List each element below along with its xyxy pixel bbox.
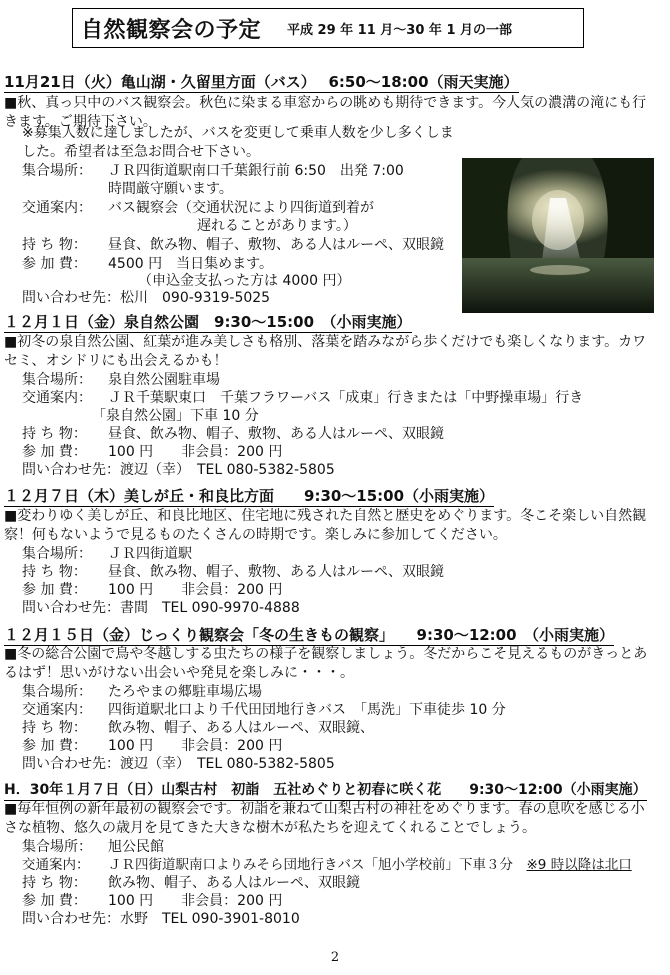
meeting-place-row [22, 371, 220, 390]
event-description: ■冬の総合公園で鳥や冬越しする虫たちの様子を観察しましょう。冬だからこそ見えるものがきっとあるはず！思いがけない出会いや発見を楽しみに・・・。 [4, 646, 648, 681]
contact-row [22, 910, 300, 929]
event-heading: １２月７日（木）美しが丘・和良比方面 9:30〜15:00（小雨実施） [4, 487, 495, 505]
traffic-row [22, 199, 374, 218]
fee-value: 100 円 [108, 444, 154, 460]
contact-label: 問い合わせ先： [22, 600, 120, 616]
page-number: 2 [330, 950, 340, 965]
fee-value: 4500 円 当日集めます。 [108, 256, 273, 272]
traffic-row [22, 389, 583, 408]
contact-label: 問い合わせ先： [22, 462, 120, 478]
traffic-value: ＪＲ千葉駅東口 千葉フラワーバス「成東」行きまたは「中野操車場」行き [108, 390, 584, 406]
contact-label: 問い合わせ先： [22, 911, 120, 927]
event-description: ■毎年恒例の新年最初の観察会です。初詣を兼ねて山梨古村の神社をめぐります。春の息吹を感じる小さな植物、悠久の歳月を見てきた大きな樹木が私たちを迎えてくれることでしょう。 [4, 801, 645, 836]
items-value: 昼食、飲み物、帽子、敷物、ある人はルーペ、双眼鏡 [108, 426, 444, 442]
meeting-place-value: ＪＲ四街道駅 [108, 546, 192, 562]
fee-nonmember-value: 非会員：200 円 [181, 738, 283, 754]
fee-nonmember-value: 非会員：200 円 [181, 893, 283, 909]
contact-value: 松川 090-9319-5025 [120, 290, 271, 306]
items-label: 持 ち 物： [22, 875, 87, 891]
meeting-place-label: 集合場所： [22, 684, 92, 700]
traffic-label: 交通案内： [22, 200, 92, 216]
event-heading: 11月21日（火）亀山湖・久留里方面（バス） 6:50〜18:00（雨天実施） [4, 73, 519, 91]
contact-value: 渡辺（幸） TEL 080-5382-5805 [120, 756, 335, 772]
items-value: 昼食、飲み物、帽子、敷物、ある人はルーペ、双眼鏡 [108, 237, 444, 253]
meeting-place-row [22, 545, 192, 564]
traffic-row [22, 701, 506, 720]
event-description: ■秋、真っ只中のバス観察会。秋色に染まる車窓からの眺めも期待できます。今人気の濃溝の滝にも行きます。ご期待下さい。 [4, 95, 647, 130]
contact-row [22, 755, 335, 774]
traffic-note: 遅れることがあります。） [197, 218, 357, 234]
meeting-place-row [22, 162, 404, 181]
page-title-box [72, 8, 584, 48]
traffic-label: 交通案内： [22, 390, 92, 406]
items-label: 持 ち 物： [22, 426, 87, 442]
items-label: 持 ち 物： [22, 564, 87, 580]
meeting-place-row [22, 683, 262, 702]
meeting-place-label: 集合場所： [22, 546, 92, 562]
meeting-place-note: 時間厳守願います。 [108, 181, 233, 197]
contact-row [22, 289, 270, 308]
contact-label: 問い合わせ先： [22, 756, 120, 772]
fee-label: 参 加 費： [22, 582, 87, 598]
meeting-place-label: 集合場所： [22, 839, 92, 855]
traffic-value: 四街道駅北口より千代田団地行きバス 「馬洗」下車徒歩 10 分 [108, 702, 506, 718]
page-title: 自然観察会の予定 [81, 17, 262, 43]
traffic-note: 「泉自然公園」下車 10 分 [92, 408, 259, 424]
meeting-place-label: 集合場所： [22, 163, 92, 179]
traffic-highlight-note: ※9 時以降は北口 [526, 857, 632, 873]
meeting-place-value: 旭公民館 [108, 839, 164, 855]
items-row [22, 719, 374, 738]
fee-value: 100 円 [108, 582, 154, 598]
event-description: ■初冬の泉自然公園、紅葉が進み美しさも格別、落葉を踏みながら歩くだけでも楽しくなります。カワセミ、オシドリにも出会えるかも！ [4, 334, 647, 369]
fee-value: 100 円 [108, 738, 154, 754]
items-row [22, 563, 444, 582]
fee-nonmember-value: 非会員：200 円 [181, 444, 283, 460]
event-heading: １２月１５日（金）じっくり観察会「冬の生きもの観察」 9:30〜12:00 （小雨実施） [4, 626, 615, 644]
items-value: 飲み物、帽子、ある人はルーペ、双眼鏡、 [108, 720, 374, 736]
event-description: ■変わりゆく美しが丘、和良比地区、住宅地に残された自然と歴史をめぐります。冬こそ楽しい自然観察！何もないようで見るものたくさんの時期です。楽しみに参加してください。 [4, 508, 647, 543]
traffic-value: ＪＲ四街道駅南口よりみそら団地行きバス「旭小学校前」下車３分 [108, 857, 527, 873]
fee-label: 参 加 費： [22, 256, 87, 272]
contact-value: 書間 TEL 090-9970-4888 [120, 600, 300, 616]
items-value: 飲み物、帽子、ある人はルーペ、双眼鏡 [108, 875, 360, 891]
traffic-row [22, 856, 632, 875]
fee-row [22, 581, 282, 600]
fee-note: （申込金支払った方は 4000 円） [138, 273, 351, 289]
fee-row [22, 892, 282, 911]
items-label: 持 ち 物： [22, 720, 87, 736]
event-note: ※募集人数に達しましたが、バスを変更して乗車人数を少し多くしました。希望者は至急お問合せ下さい。 [22, 125, 454, 160]
traffic-value: バス観察会（交通状況により四街道到着が [108, 200, 374, 216]
fee-row [22, 443, 282, 462]
contact-row [22, 461, 335, 480]
fee-nonmember-value: 非会員：200 円 [181, 582, 283, 598]
items-row [22, 236, 444, 255]
event-heading: H．30年１月７日（日）山梨古村 初詣 五社めぐりと初春に咲く花 9:30〜12:00（小雨実施） [4, 780, 647, 801]
items-label: 持 ち 物： [22, 237, 87, 253]
traffic-label: 交通案内： [22, 857, 90, 873]
fee-row [22, 737, 282, 756]
contact-label: 問い合わせ先： [22, 290, 120, 306]
event-heading: １２月１日（金）泉自然公園 9:30〜15:00 （小雨実施） [4, 313, 412, 331]
fee-label: 参 加 費： [22, 738, 87, 754]
contact-value: 水野 TEL 090-3901-8010 [120, 911, 300, 927]
contact-row [22, 599, 300, 618]
fee-label: 参 加 費： [22, 893, 87, 909]
contact-value: 渡辺（幸） TEL 080-5382-5805 [120, 462, 335, 478]
items-value: 昼食、飲み物、帽子、敷物、ある人はルーペ、双眼鏡 [108, 564, 444, 580]
traffic-label: 交通案内： [22, 702, 92, 718]
meeting-place-row [22, 838, 164, 857]
meeting-place-value: ＪＲ四街道駅南口千葉銀行前 6:50 出発 7:00 [108, 163, 404, 179]
page-subtitle: 平成 29 年 11 月〜30 年 1 月の一部 [287, 22, 513, 38]
fee-label: 参 加 費： [22, 444, 87, 460]
meeting-place-value: たろやまの郷駐車場広場 [108, 684, 262, 700]
meeting-place-label: 集合場所： [22, 372, 92, 388]
items-row [22, 874, 360, 893]
fee-value: 100 円 [108, 893, 154, 909]
items-row [22, 425, 444, 444]
meeting-place-value: 泉自然公園駐車場 [108, 372, 220, 388]
waterfall-cave-photo [462, 158, 654, 313]
